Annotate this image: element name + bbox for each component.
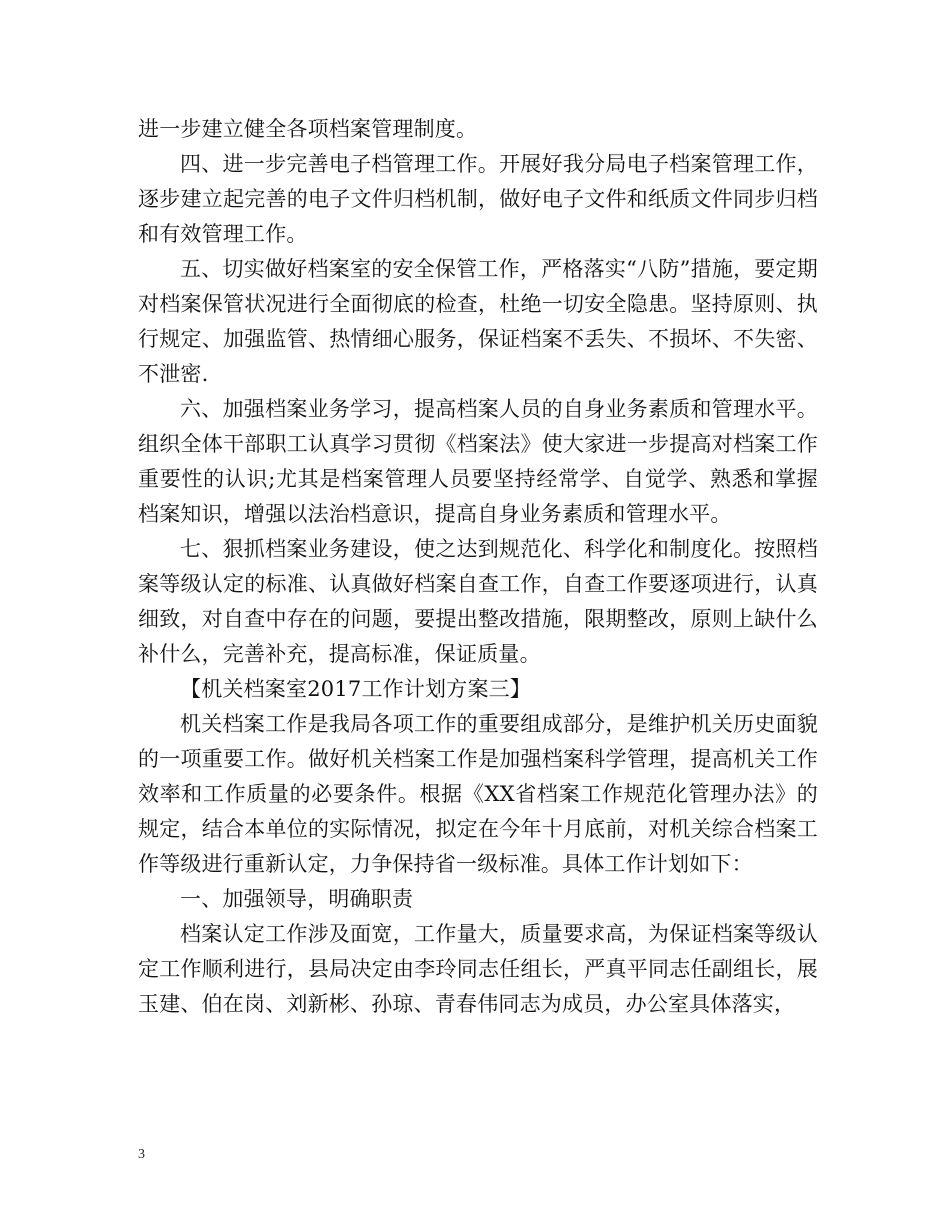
paragraph-continuation: 进一步建立健全各项档案管理制度。 bbox=[138, 117, 478, 141]
document-body bbox=[138, 112, 818, 1022]
subheading-one: 一、加强领导，明确职责 bbox=[180, 887, 414, 911]
paragraph-item-four: 四、进一步完善电子档管理工作。开展好我分局电子档案管理工作，逐步建立起完善的电子文件归档机制，做好电子文件和纸质文件同步归档和有效管理工作。 bbox=[138, 152, 818, 246]
paragraph-item-five: 五、切实做好档案室的安全保管工作，严格落实“八防”措施，要定期对档案保管状况进行全面彻底的检查，杜绝一切安全隐患。坚持原则、执行规定、加强监管、热情细心服务，保证档案不丢失、不损坏、不失密、不泄密. bbox=[138, 257, 818, 386]
page-number: 3 bbox=[138, 1147, 145, 1162]
paragraph-leadership: 档案认定工作涉及面宽，工作量大，质量要求高，为保证档案等级认定工作顺利进行，县局决定由李玲同志任组长，严真平同志任副组长，展玉建、伯在岗、刘新彬、孙琼、青春伟同志为成员，办公室具体落实， bbox=[138, 922, 818, 1016]
paragraph-item-six: 六、加强档案业务学习，提高档案人员的自身业务素质和管理水平。组织全体干部职工认真学习贯彻《档案法》使大家进一步提高对档案工作重要性的认识;尤其是档案管理人员要坚持经常学、自觉学、熟悉和掌握档案知识，增强以法治档意识，提高自身业务素质和管理水平。 bbox=[138, 397, 818, 526]
section-heading: 【机关档案室2017工作计划方案三】 bbox=[180, 677, 532, 701]
paragraph-intro: 机关档案工作是我局各项工作的重要组成部分，是维护机关历史面貌的一项重要工作。做好机关档案工作是加强档案科学管理，提高机关工作效率和工作质量的必要条件。根据《XX省档案工作规范化管理办法》的规定，结合本单位的实际情况，拟定在今年十月底前，对机关综合档案工作等级进行重新认定，力争保持省一级标准。具体工作计划如下： bbox=[138, 712, 818, 876]
paragraph-item-seven: 七、狠抓档案业务建设，使之达到规范化、科学化和制度化。按照档案等级认定的标准、认真做好档案自查工作，自查工作要逐项进行，认真细致，对自查中存在的问题，要提出整改措施，限期整改，原则上缺什么补什么，完善补充，提高标准，保证质量。 bbox=[138, 537, 818, 666]
